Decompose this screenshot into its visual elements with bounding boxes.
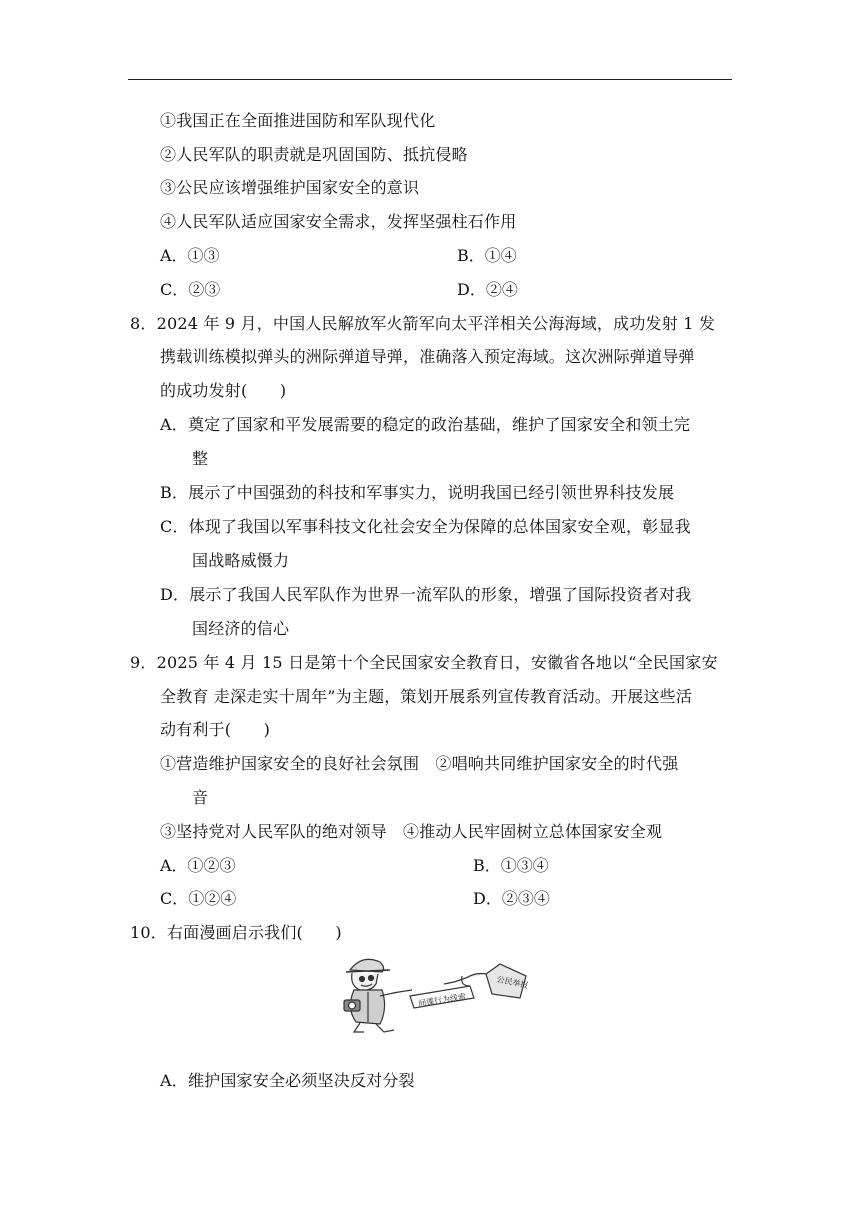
q8-option-b: B．展示了中国强劲的科技和军事实力，说明我国已经引领世界科技发展 (160, 483, 675, 502)
q8-option-d-line-1: D．展示了我国人民军队作为世界一流军队的形象，增强了国际投资者对我 (160, 585, 692, 604)
q9-option-c: C．①②④ (160, 889, 237, 908)
spy-report-cartoon (336, 952, 532, 1036)
q8-stem-line-2: 携载训练模拟弹头的洲际弹道导弹，准确落入预定海域。这次洲际弹道导弹 (160, 347, 695, 366)
q8-option-a-line-2: 整 (192, 449, 209, 468)
q7-statement-4: ④人民军队适应国家安全需求，发挥坚强柱石作用 (160, 212, 517, 231)
cartoon-report-label: 公民举报 (495, 974, 530, 991)
q9-stem-line-3: 动有利于( ) (160, 720, 271, 739)
q9-statements-line-3: ③坚持党对人民军队的绝对领导 ④推动人民牢固树立总体国家安全观 (160, 822, 663, 841)
q7-option-d: D．②④ (457, 280, 518, 299)
cartoon-clue-label: 间谍行为线索 (417, 991, 467, 1009)
q8-option-c-line-1: C．体现了我国以军事科技文化社会安全为保障的总体国家安全观，彰显我 (160, 517, 691, 536)
q7-option-c: C．②③ (160, 280, 221, 299)
q8-option-c-line-2: 国战略威慑力 (192, 551, 290, 570)
q7-option-a: A．①③ (160, 246, 220, 265)
q8-stem-line-1: 8．2024 年 9 月，中国人民解放军火箭军向太平洋相关公海海域，成功发射 1 发 (130, 314, 716, 333)
header-rule (128, 79, 732, 80)
q7-option-b: B．①④ (457, 246, 517, 265)
q9-statements-line-2: 音 (192, 788, 209, 807)
q10-option-a: A．维护国家安全必须坚决反对分裂 (160, 1071, 415, 1090)
q8-option-a-line-1: A．奠定了国家和平发展需要的稳定的政治基础，维护了国家安全和领土完 (160, 415, 691, 434)
q8-option-d-line-2: 国经济的信心 (192, 619, 290, 638)
q7-statement-1: ①我国正在全面推进国防和军队现代化 (160, 111, 436, 130)
q9-stem-line-2: 全教育 走深走实十周年”为主题，策划开展系列宣传教育活动。开展这些活 (160, 687, 693, 706)
q10-stem: 10．右面漫画启示我们( ) (130, 923, 342, 942)
q7-statement-3: ③公民应该增强维护国家安全的意识 (160, 178, 420, 197)
q9-option-d: D．②③④ (473, 889, 550, 908)
q9-stem-line-1: 9．2025 年 4 月 15 日是第十个全民国家安全教育日，安徽省各地以“全民国家安 (130, 653, 718, 672)
q7-statement-2: ②人民军队的职责就是巩固国防、抵抗侵略 (160, 145, 468, 164)
q9-option-b: B．①③④ (473, 856, 549, 875)
q9-option-a: A．①②③ (160, 856, 236, 875)
q9-statements-line-1: ①营造维护国家安全的良好社会氛围 ②唱响共同维护国家安全的时代强 (160, 754, 679, 773)
q8-stem-line-3: 的成功发射( ) (160, 381, 287, 400)
